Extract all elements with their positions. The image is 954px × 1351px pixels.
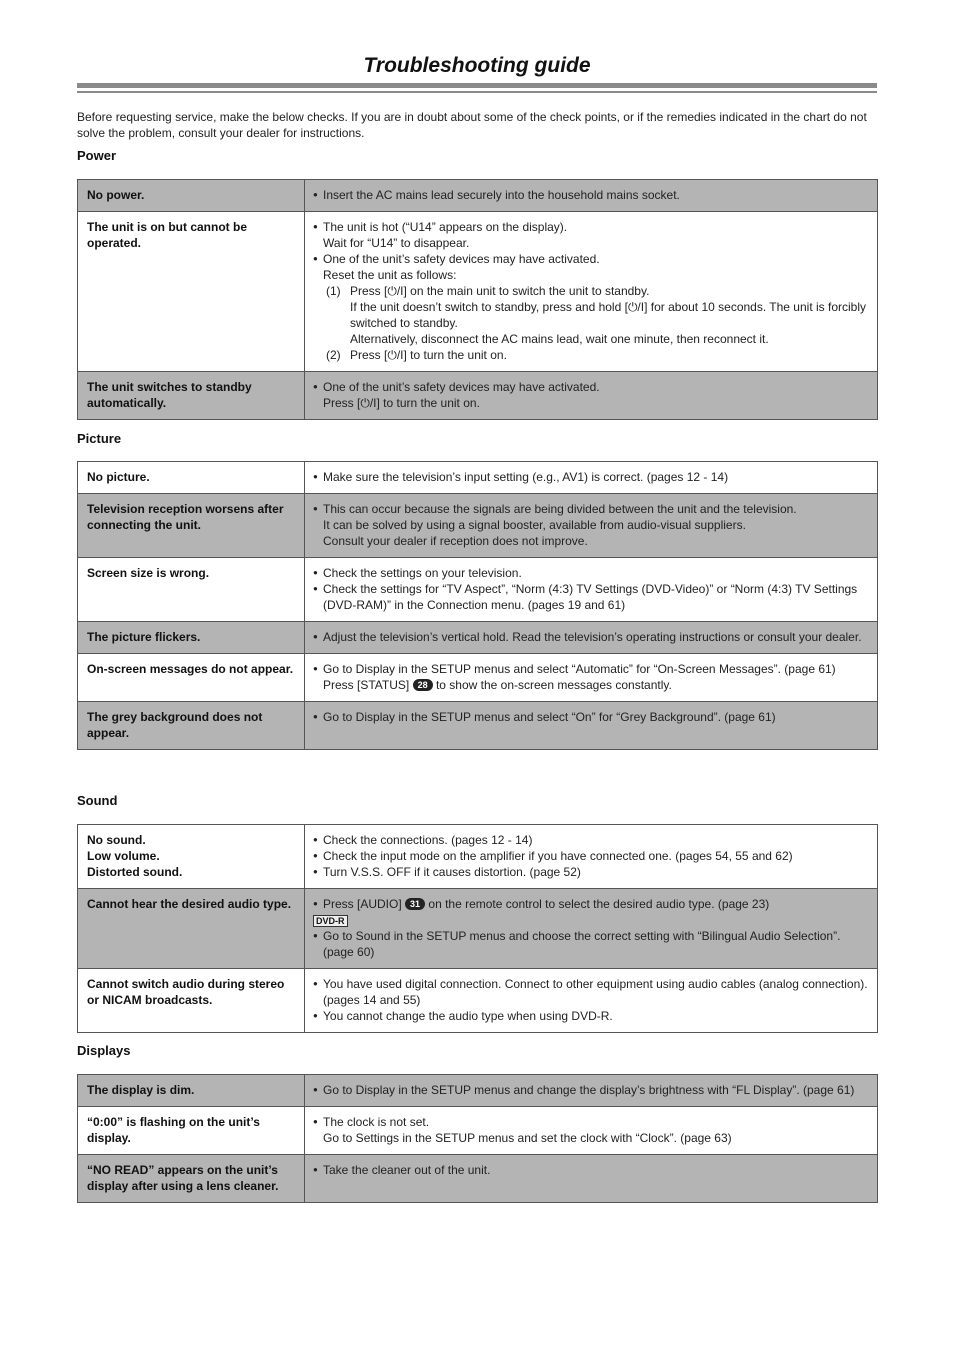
remedy-cell (305, 1155, 878, 1203)
table-row (78, 462, 878, 494)
remedy-step (313, 347, 869, 363)
remedy-bullet: ● One of the unit’s safety devices may have activated. (313, 379, 869, 395)
remedy-cell (305, 494, 878, 558)
section-heading-power: Power (77, 148, 117, 163)
remedy-bullet: ● Check the settings for “TV Aspect”, “Norm (4:3) TV Settings (DVD-Video)” or “Norm (4:3) TV Settings (DVD-RAM)” in the Connection menu. (pages 19 and 61) (313, 581, 869, 613)
power-table (77, 179, 878, 420)
problem-cell: Television reception worsens after connecting the unit. (78, 494, 305, 558)
remedy-text: on the remote control to select the desired audio type. (page 23) (428, 897, 770, 911)
title-rule-thin (77, 91, 877, 93)
remedy-bullet: ● Check the connections. (pages 12 - 14) (313, 832, 869, 848)
remedy-step (313, 283, 869, 299)
remedy-cell (305, 889, 878, 969)
table-row (78, 1155, 878, 1203)
table-row (78, 494, 878, 558)
remedy-cell (305, 1075, 878, 1107)
remedy-bullet: ● This can occur because the signals are being divided between the unit and the television. (313, 501, 869, 517)
remedy-bullet: ● One of the unit’s safety devices may have activated. (313, 251, 869, 267)
table-row (78, 180, 878, 212)
remedy-bullet: ● Check the settings on your television. (313, 565, 869, 581)
step-text: Press [⏻/I] on the main unit to switch the unit to standby. (350, 284, 650, 298)
picture-table (77, 461, 878, 750)
remedy-cell (305, 372, 878, 420)
remedy-bullet: ● The clock is not set. (313, 1114, 869, 1130)
problem-cell: The display is dim. (78, 1075, 305, 1107)
remedy-cell (305, 654, 878, 702)
problem-cell: The unit switches to standby automatically. (78, 372, 305, 420)
remedy-bullet: ● Go to Sound in the SETUP menus and choose the correct setting with “Bilingual Audio Selection”. (page 60) (313, 928, 869, 960)
table-row (78, 889, 878, 969)
table-row (78, 825, 878, 889)
problem-cell: Cannot switch audio during stereo or NICAM broadcasts. (78, 969, 305, 1033)
table-row (78, 558, 878, 622)
remedy-continuation: Wait for “U14” to disappear. (323, 236, 470, 250)
remedy-continuation (313, 677, 869, 693)
remedy-text: Press [AUDIO] (323, 897, 402, 911)
disc-type-tag: DVD-R (313, 915, 348, 927)
remedy-cell (305, 212, 878, 372)
remedy-cell (305, 702, 878, 750)
remedy-cell (305, 180, 878, 212)
problem-cell (78, 825, 305, 889)
remedy-text: Press [STATUS] (323, 678, 410, 692)
table-row (78, 212, 878, 372)
table-row (78, 702, 878, 750)
problem-cell: The grey background does not appear. (78, 702, 305, 750)
intro-paragraph: Before requesting service, make the below checks. If you are in doubt about some of the check points, or if the remedies indicated in the chart do not solve the problem, consult your dealer for instructions. (77, 110, 867, 140)
remedy-bullet: ● Make sure the television’s input setting (e.g., AV1) is correct. (pages 12 - 14) (313, 469, 869, 485)
remedy-continuation: Consult your dealer if reception does not improve. (323, 534, 588, 548)
remedy-bullet: ● Take the cleaner out of the unit. (313, 1162, 869, 1178)
remedy-bullet: ● Insert the AC mains lead securely into the household mains socket. (313, 187, 869, 203)
section-heading-sound: Sound (77, 793, 118, 808)
remedy-continuation: Press [⏻/I] to turn the unit on. (323, 396, 480, 410)
problem-cell: “NO READ” appears on the unit’s display after using a lens cleaner. (78, 1155, 305, 1203)
button-number-badge: 31 (405, 898, 425, 910)
remedy-bullet: ● Go to Display in the SETUP menus and select “Automatic” for “On-Screen Messages”. (page 61) (313, 661, 869, 677)
step-number: (1) (326, 284, 341, 298)
problem-cell: No power. (78, 180, 305, 212)
remedy-bullet: ● You have used digital connection. Connect to other equipment using audio cables (analog connection). (pages 14 and 55) (313, 976, 869, 1008)
table-row (78, 969, 878, 1033)
remedy-continuation: Reset the unit as follows: (323, 268, 457, 282)
table-row (78, 1075, 878, 1107)
table-row (78, 622, 878, 654)
problem-cell: The picture flickers. (78, 622, 305, 654)
remedy-bullet: ● The unit is hot (“U14” appears on the display). (313, 219, 869, 235)
remedy-bullet: ● Go to Display in the SETUP menus and select “On” for “Grey Background”. (page 61) (313, 709, 869, 725)
remedy-cell (305, 825, 878, 889)
remedy-bullet: ● Check the input mode on the amplifier if you have connected one. (pages 54, 55 and 62) (313, 848, 869, 864)
problem-cell: On-screen messages do not appear. (78, 654, 305, 702)
remedy-continuation: Go to Settings in the SETUP menus and set the clock with “Clock”. (page 63) (323, 1131, 732, 1145)
remedy-continuation: It can be solved by using a signal booster, available from audio-visual suppliers. (323, 518, 746, 532)
page-title: Troubleshooting guide (363, 54, 591, 77)
section-heading-displays: Displays (77, 1043, 131, 1058)
remedy-bullet: ● Turn V.S.S. OFF if it causes distortion. (page 52) (313, 864, 869, 880)
remedy-bullet: ● Adjust the television’s vertical hold. Read the television’s operating instructions or consult your dealer. (313, 629, 869, 645)
step-text: Press [⏻/I] to turn the unit on. (350, 348, 507, 362)
problem-line: Distorted sound. (87, 865, 183, 879)
table-row (78, 654, 878, 702)
button-number-badge: 28 (413, 679, 433, 691)
table-row (78, 372, 878, 420)
remedy-bullet (313, 896, 869, 912)
remedy-bullet: ● Go to Display in the SETUP menus and change the display’s brightness with “FL Display”. (page 61) (313, 1082, 869, 1098)
problem-cell: Cannot hear the desired audio type. (78, 889, 305, 969)
step-number: (2) (326, 348, 341, 362)
remedy-cell (305, 969, 878, 1033)
remedy-text: to show the on-screen messages constantly. (435, 678, 672, 692)
remedy-cell (305, 622, 878, 654)
problem-cell: Screen size is wrong. (78, 558, 305, 622)
problem-line: No sound. (87, 833, 146, 847)
remedy-cell (305, 558, 878, 622)
displays-table (77, 1074, 878, 1203)
sound-table (77, 824, 878, 1033)
problem-cell: “0:00” is flashing on the unit’s display. (78, 1107, 305, 1155)
problem-line: Low volume. (87, 849, 160, 863)
table-row (78, 1107, 878, 1155)
section-heading-picture: Picture (77, 431, 122, 446)
problem-cell: The unit is on but cannot be operated. (78, 212, 305, 372)
remedy-cell (305, 1107, 878, 1155)
step-continuation: Alternatively, disconnect the AC mains lead, wait one minute, then reconnect it. (350, 332, 769, 346)
remedy-bullet: ● You cannot change the audio type when using DVD-R. (313, 1008, 869, 1024)
title-rule-thick (77, 83, 877, 88)
problem-cell: No picture. (78, 462, 305, 494)
step-continuation: If the unit doesn’t switch to standby, press and hold [⏻/I] for about 10 seconds. The unit is forcibly switched to standby. (350, 300, 866, 330)
remedy-cell (305, 462, 878, 494)
